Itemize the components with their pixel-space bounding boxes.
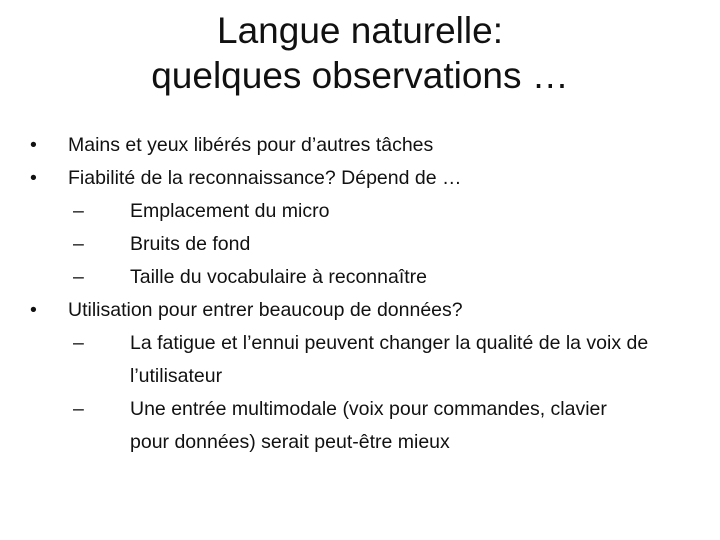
bullet-icon: • [30, 134, 37, 156]
dash-icon: – [73, 233, 84, 255]
sub-bullet-item [30, 327, 700, 393]
dash-icon: – [73, 398, 84, 420]
dash-icon: – [73, 200, 84, 222]
bullet-text: Mains et yeux libérés pour d’autres tâches [68, 134, 434, 156]
bullet-item [30, 162, 700, 195]
dash-icon: – [73, 332, 84, 354]
sub-bullet-item [30, 228, 700, 261]
sub-bullet-text-line-1: Une entrée multimodale (voix pour commandes, clavier [130, 398, 607, 420]
bullet-text: Fiabilité de la reconnaissance? Dépend de … [68, 167, 462, 189]
sub-bullet-text: Taille du vocabulaire à reconnaître [130, 266, 428, 288]
title-line-1: Langue naturelle: [217, 10, 503, 51]
sub-bullet-item [30, 393, 700, 459]
sub-bullet-text-line-2: l’utilisateur [130, 365, 223, 387]
bullet-icon: • [30, 167, 37, 189]
bullet-item [30, 294, 700, 327]
sub-bullet-text: Emplacement du micro [130, 200, 330, 222]
sub-bullet-text-line-2: pour données) serait peut-être mieux [130, 431, 450, 453]
slide-title [0, 8, 720, 98]
bullet-text: Utilisation pour entrer beaucoup de données? [68, 299, 463, 321]
dash-icon: – [73, 266, 84, 288]
bullet-icon: • [30, 299, 37, 321]
bullet-item [30, 129, 700, 162]
title-line-2: quelques observations … [151, 55, 569, 96]
sub-bullet-item [30, 261, 700, 294]
sub-bullet-text: Bruits de fond [130, 233, 251, 255]
slide-body [30, 129, 700, 459]
sub-bullet-item [30, 195, 700, 228]
sub-bullet-text-line-1: La fatigue et l’ennui peuvent changer la qualité de la voix de [130, 332, 649, 354]
